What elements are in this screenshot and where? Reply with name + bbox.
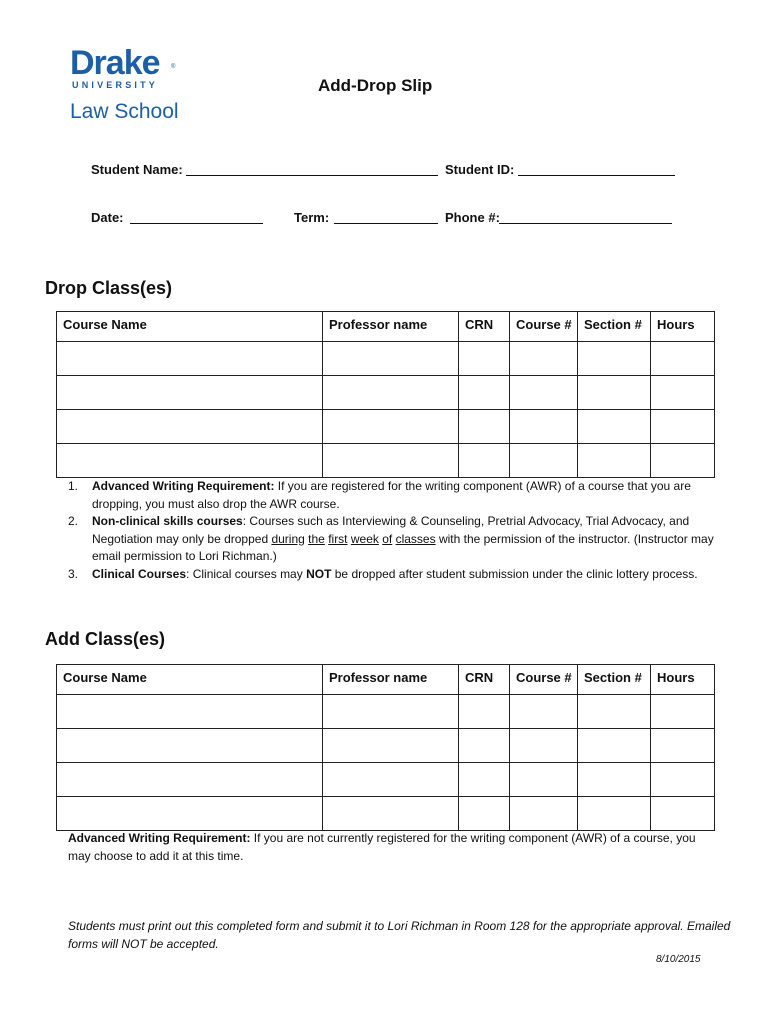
table-cell[interactable] — [510, 444, 578, 478]
drop-col-course-number: Course # — [510, 312, 578, 342]
table-cell[interactable] — [57, 410, 323, 444]
student-id-label: Student ID: — [445, 162, 515, 177]
logo-university: UNIVERSITY — [72, 80, 159, 90]
table-row — [57, 342, 715, 376]
table-cell[interactable] — [510, 695, 578, 729]
table-cell[interactable] — [57, 444, 323, 478]
table-cell[interactable] — [459, 729, 510, 763]
date-label: Date: — [91, 210, 124, 225]
note-number: 2. — [68, 514, 79, 528]
page-title: Add-Drop Slip — [318, 76, 433, 95]
note-underline: of — [382, 531, 393, 546]
table-cell[interactable] — [459, 797, 510, 831]
student-id-field[interactable] — [518, 161, 675, 176]
table-cell[interactable] — [578, 342, 651, 376]
logo-brand: Drake — [70, 44, 160, 82]
table-row — [57, 763, 715, 797]
table-cell[interactable] — [651, 797, 715, 831]
table-cell[interactable] — [578, 410, 651, 444]
table-cell[interactable] — [510, 797, 578, 831]
form-date: 8/10/2015 — [656, 954, 701, 965]
note-number: 3. — [68, 566, 79, 581]
add-col-professor: Professor name — [323, 665, 459, 695]
add-table-header-row — [57, 665, 715, 695]
drop-table-header-row — [57, 312, 715, 342]
table-cell[interactable] — [651, 729, 715, 763]
drop-note-1 — [68, 478, 733, 513]
table-cell[interactable] — [323, 376, 459, 410]
note-bold: Advanced Writing Requirement: — [68, 831, 251, 845]
table-cell[interactable] — [510, 763, 578, 797]
student-name-label: Student Name: — [91, 162, 183, 177]
table-cell[interactable] — [57, 763, 323, 797]
table-cell[interactable] — [323, 342, 459, 376]
note-text: If you are not currently registered for the writing component (AWR) of a course, you may choose to add it at this time. — [68, 831, 696, 863]
note-bold: Non-clinical skills courses — [92, 514, 243, 528]
phone-label: Phone #: — [445, 210, 500, 225]
drop-note-2 — [68, 513, 733, 566]
logo-school: Law School — [70, 100, 179, 123]
table-cell[interactable] — [459, 444, 510, 478]
table-cell[interactable] — [651, 763, 715, 797]
note-text: : Clinical courses may — [186, 566, 307, 581]
table-cell[interactable] — [578, 695, 651, 729]
table-cell[interactable] — [323, 729, 459, 763]
date-field[interactable] — [130, 209, 263, 224]
table-cell[interactable] — [510, 410, 578, 444]
table-cell[interactable] — [510, 729, 578, 763]
table-cell[interactable] — [459, 342, 510, 376]
table-row — [57, 444, 715, 478]
table-row — [57, 797, 715, 831]
table-cell[interactable] — [459, 695, 510, 729]
student-name-field[interactable] — [186, 161, 438, 176]
table-cell[interactable] — [578, 763, 651, 797]
logo-registered-mark: ® — [171, 64, 176, 70]
note-text: If you are registered for the writing component (AWR) of a course that you are dropping, you must also drop the AWR course. — [92, 479, 691, 511]
add-col-hours: Hours — [651, 665, 715, 695]
note-text: : Courses such as Interviewing & Counseling, Pretrial Advocacy, Trial Advocacy, and Negotiation may only be dropped — [92, 514, 690, 546]
drop-col-hours: Hours — [651, 312, 715, 342]
note-bold: Clinical Courses — [92, 566, 187, 581]
table-row — [57, 695, 715, 729]
add-classes-heading: Add Class(es) — [45, 629, 166, 649]
table-cell[interactable] — [323, 444, 459, 478]
table-cell[interactable] — [459, 410, 510, 444]
table-cell[interactable] — [578, 376, 651, 410]
note-bold: NOT — [306, 566, 332, 581]
drop-col-professor: Professor name — [323, 312, 459, 342]
add-note — [68, 830, 718, 865]
table-row — [57, 376, 715, 410]
drop-notes — [68, 478, 733, 583]
add-classes-table — [56, 664, 715, 831]
note-text: be dropped after student submission under the clinic lottery process. — [331, 566, 698, 581]
drop-col-crn: CRN — [459, 312, 510, 342]
table-cell[interactable] — [323, 763, 459, 797]
table-cell[interactable] — [459, 376, 510, 410]
table-cell[interactable] — [57, 797, 323, 831]
table-cell[interactable] — [57, 376, 323, 410]
add-col-section: Section # — [578, 665, 651, 695]
note-underline: the — [308, 531, 325, 546]
table-cell[interactable] — [323, 410, 459, 444]
table-cell[interactable] — [57, 729, 323, 763]
drop-classes-heading: Drop Class(es) — [45, 278, 173, 298]
add-col-crn: CRN — [459, 665, 510, 695]
table-cell[interactable] — [510, 342, 578, 376]
table-cell[interactable] — [578, 797, 651, 831]
table-cell[interactable] — [651, 695, 715, 729]
table-cell[interactable] — [651, 376, 715, 410]
phone-field[interactable] — [499, 209, 672, 224]
table-row — [57, 410, 715, 444]
table-cell[interactable] — [651, 444, 715, 478]
table-cell[interactable] — [651, 410, 715, 444]
drop-col-section: Section # — [578, 312, 651, 342]
table-cell[interactable] — [323, 695, 459, 729]
drop-col-course-name: Course Name — [57, 312, 323, 342]
note-text: with the permission of the instructor. (Instructor may email permission to Lori Richman.) — [92, 531, 714, 563]
term-label: Term: — [294, 210, 330, 225]
term-field[interactable] — [334, 209, 438, 224]
note-underline: classes — [395, 531, 436, 546]
table-cell[interactable] — [459, 763, 510, 797]
table-cell[interactable] — [651, 342, 715, 376]
table-cell[interactable] — [510, 376, 578, 410]
table-cell[interactable] — [57, 695, 323, 729]
submission-instructions: Students must print out this completed form and submit it to Lori Richman in Room 128 for the appropriate approval. Emailed forms will NOT be accepted. — [68, 919, 731, 951]
table-row — [57, 729, 715, 763]
table-cell[interactable] — [57, 342, 323, 376]
note-bold: Advanced Writing Requirement: — [92, 479, 275, 493]
add-col-course-number: Course # — [510, 665, 578, 695]
drop-classes-table — [56, 311, 715, 478]
note-underline: week — [350, 531, 379, 546]
note-underline: during — [271, 531, 305, 546]
table-cell[interactable] — [578, 729, 651, 763]
drop-note-3 — [68, 566, 733, 584]
note-number: 1. — [68, 479, 79, 493]
add-col-course-name: Course Name — [57, 665, 323, 695]
table-cell[interactable] — [578, 444, 651, 478]
table-cell[interactable] — [323, 797, 459, 831]
drake-law-logo — [68, 44, 183, 126]
note-underline: first — [328, 531, 348, 546]
